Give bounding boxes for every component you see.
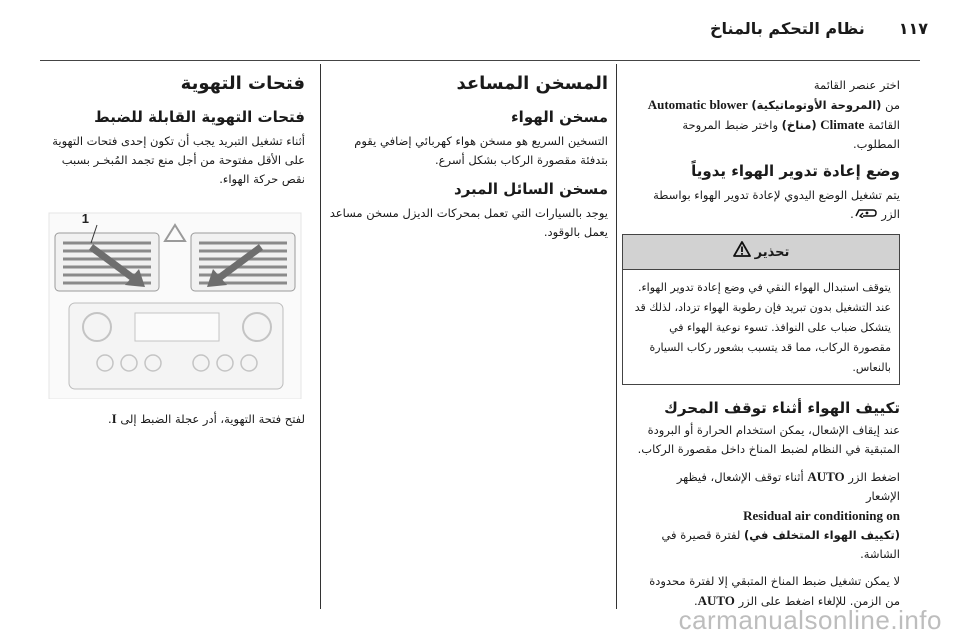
manual-recirculation-text: يتم تشغيل الوضع اليدوي لإعادة تدوير الهواء بواسطة الزر .	[622, 186, 900, 224]
air-heater-text: التسخين السريع هو مسخن هواء كهربائي إضافي يقوم بتدفئة مقصورة الركاب بشكل أسرع.	[354, 134, 608, 167]
air-heater-heading: مسخن الهواء	[511, 108, 608, 126]
auxiliary-heater-title: المسخن المساعد	[456, 73, 608, 94]
coolant-heater-heading: مسخن السائل المبرد	[454, 180, 608, 198]
page-number: ١١٧	[898, 18, 928, 38]
watermark-text: carmanualsonline.info	[678, 605, 942, 635]
column-auxiliary-heater	[325, 66, 608, 250]
warning-box	[622, 234, 900, 385]
column-climate-settings	[622, 66, 900, 619]
manual-recirculation-heading: وضع إعادة تدوير الهواء يدوياً	[691, 162, 900, 180]
header-rule	[40, 60, 920, 61]
chapter-title: نظام التحكم بالمناخ	[710, 18, 865, 38]
vent-opening-caption: لفتح فتحة التهوية، أدر عجلة الضبط إلى I.	[107, 411, 305, 426]
column-air-vents	[40, 66, 305, 437]
callout-number: 1	[81, 211, 89, 226]
center-vents-illustration	[45, 203, 305, 399]
afterrun-heading: تكييف الهواء أثناء توقف المحرك	[664, 399, 900, 417]
air-vents-title: فتحات التهوية	[180, 73, 305, 94]
column-divider-left	[320, 64, 321, 609]
warning-label: تحذير	[754, 244, 790, 260]
coolant-heater-text: يوجد بالسيارات التي تعمل بمحركات الديزل مسخن مساعد يعمل بالوقود.	[329, 206, 608, 239]
afterrun-text: عند إيقاف الإشعال، يمكن استخدام الحرارة أو البرودة المتبقية في النظام لضبط المناخ داخل مقصورة الركاب.	[637, 423, 900, 456]
adjustable-vents-text: أثناء تشغيل التبريد يجب أن تكون إحدى فتحات التهوية على الأقل مفتوحة من أجل منع تجمد المُبخـر بسبب نقص حركة الهواء.	[52, 134, 305, 186]
page-header	[32, 8, 928, 48]
residual-paragraph: اضغط الزر AUTO أثناء توقف الإشعال، فيظهر الإشعار Residual air conditioning on (تكييف الهواء المتخلف في) لفترة قصيرة في الشاشة.	[661, 469, 900, 561]
recirculation-icon	[854, 205, 878, 224]
warning-triangle-icon	[733, 241, 751, 263]
intro-paragraph: اختر عنصر القائمة من (المروحة الأوتوماتيكية) Automatic blower القائمة Climate (مناخ) واختر ضبط المروحة المطلوب.	[647, 78, 900, 151]
note-paragraph: لا يمكن تشغيل ضبط المناخ المتبقي إلا لفترة محدودة من الزمن. للإلغاء اضغط على الزر AUTO.	[649, 574, 900, 608]
column-divider-right	[616, 64, 617, 609]
warning-header	[623, 235, 899, 270]
adjustable-vents-subtitle: فتحات التهوية القابلة للضبط	[94, 108, 305, 126]
warning-text: يتوقف استبدال الهواء النقي في وضع إعادة تدوير الهواء. عند التشغيل بدون تبريد فإن رطوبة الهواء تزداد، لذلك قد يتشكل ضباب على النوافذ. تسوء نوعية الهواء في مقصورة الركاب، مما قد يتسبب بشعور ركاب السيارة بالنعاس.	[634, 281, 891, 374]
dashboard-vents-drawing	[45, 203, 305, 399]
